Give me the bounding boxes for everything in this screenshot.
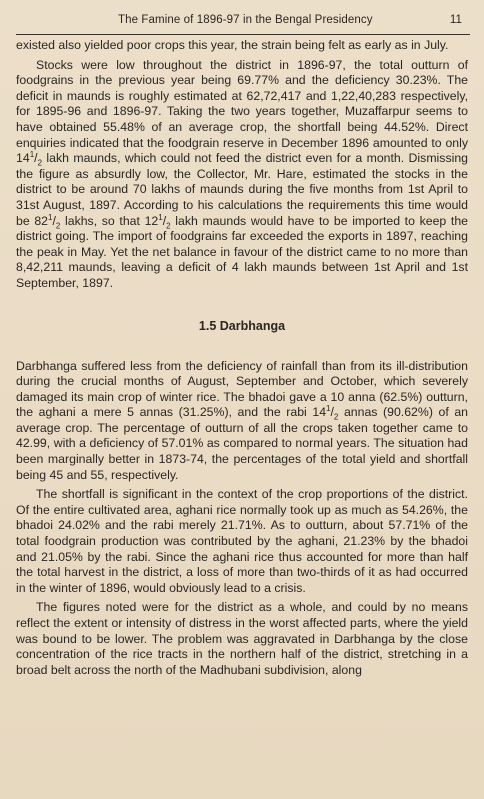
page-body (16, 38, 468, 678)
fraction-numerator: 1 (48, 212, 53, 222)
paragraph-muzaffarpur-stocks: Stocks were low throughout the district in 1896-97, the total outturn of foodgrains in the previous year being 69.77% and the deficiency 30.23%. The deficit in maunds is roughly estimated at 62,72,417 and 1,22,40,283 respectively, for 1895-96 and 1896-97. Taking the two years together, Muzaffarpur seems to have obtained 55.48% of an average crop, the shortfall being 44.52%. Direct enquiries indicated that the foodgrain reserve in December 1896 amounted to only $14^1/_2$ lakh maunds, which could not feed the district even for a month. Dismissing the figure as absurdly low, the Collector, Mr. Hare, estimated the stocks in the district to be around 70 lakhs of maunds during the five months from 1st April to 31st August, 1897. According to his calculations the requirements this time would be $82^1/_2$ lakhs, so that $12^1/_2$ lakh maunds would have to be imported to keep the district going. The import of foodgrains far exceeded the exports in 1897, reaching the peak in May. Yet the net balance in favour of the district came to no more than 8,42,211 maunds, leaving a deficit of 4 lakh maunds between 1st April and 1st September, 1897. (16, 57, 469, 290)
text-run: lakh maunds would have to be imported to keep the district going. The import of foodgrains far exceeded the exports in 1897, reaching the peak in May. Yet the net balance in favour of the district came to no more than 8,42,211 maunds, leaving a deficit of 4 lakh maunds between 1st April and 1st September, 1897. (16, 213, 469, 290)
paragraph-figures-noted: The figures noted were for the district as a whole, and could by no means reflect the extent or intensity of distress in the worst affected parts, where the yield was bound to be lower. The problem was aggravated in Darbhanga by the close concentration of the rice tracts in the northern half of the district, stretching in a broad belt across the north of the Madhubani subdivision, along (16, 600, 468, 677)
fraction-denominator: 2 (37, 158, 43, 168)
text-run: Darbhanga suffered less from the deficiency of rainfall than from its ill-distribution during the crucial months of August, September and October, which severely damaged its main crop of winter rice. The bhadoi gave a 10 anna (62.5%) outturn, the aghani a mere 5 annas (31.25%), and the rabi 14 (16, 358, 468, 420)
fraction-numerator: 1 (326, 404, 331, 414)
paragraph-continuation: existed also yielded poor crops this year, the strain being felt as early as in July. (16, 38, 449, 52)
fraction-denominator: 2 (55, 220, 61, 230)
header-rule (16, 34, 470, 35)
running-title: The Famine of 1896-97 in the Bengal Presidency (118, 14, 373, 26)
fraction-denominator: 2 (333, 412, 339, 422)
fraction-numerator: 1 (158, 212, 163, 222)
text-run: lakhs, so that 12 (60, 213, 159, 228)
section-heading: 1.5 Darbhanga (198, 318, 286, 333)
paragraph-darbhanga-intro: Darbhanga suffered less from the deficiency of rainfall than from its ill-distribution during the crucial months of August, September and October, which severely damaged its main crop of winter rice. The bhadoi gave a 10 anna (62.5%) outturn, the aghani a mere 5 annas (31.25%), and the rabi $14^1/_2$ annas (90.62%) of an average crop. The percentage of outturn of all the crops taken together came to 42.99, with a deficiency of 57.01% as compared to normal years. The situation had been marginally better in 1873-74, the percentages of the total yield and shortfall being 45 and 55, respectively. (16, 358, 468, 482)
text-run: lakh maunds, which could not feed the district even for a month. Dismissing the figure as absurdly low, the Collector, Mr. Hare, estimated the stocks in the district to be around 70 lakhs of maunds during the five months from 1st April to 31st August, 1897. According to his calculations the requirements this time would be 82 (16, 151, 468, 228)
text-run: annas (90.62%) of an average crop. The percentage of outturn of all the crops taken together came to 42.99, with a deficiency of 57.01% as compared to normal years. The situation had been marginally better in 1873-74, the percentages of the total yield and shortfall being 45 and 55, respectively. (16, 405, 468, 482)
fraction-denominator: 2 (166, 220, 171, 230)
fraction-numerator: 1 (29, 150, 35, 160)
page-number: 11 (449, 14, 462, 26)
paragraph-crop-proportions: The shortfall is significant in the context of the crop proportions of the district. Of the entire cultivated area, aghani rice normally took up as much as 54.26%, the bhadoi 24.02% and the rabi merely 21.71%. As to outturn, about 57.71% of the total foodgrain production was contributed by the aghani, 21.23% by the bhadoi and 21.05% by the rabi. Since the aghani rice thus accounted for more than half the total harvest in the district, a loss of more than two-thirds of it as had occurred in the winter of 1896, would obviously lead to a crisis. (16, 487, 468, 595)
text-run: Stocks were low throughout the district in 1896-97, the total outturn of foodgrains in the previous year being 69.77% and the deficiency 30.23%. The deficit in maunds is roughly estimated at 62,72,417 and 1,22,40,283 respectively, for 1895-96 and 1896-97. Taking the two years together, Muzaffarpur seems to have obtained 55.48% of an average crop, the shortfall being 44.52%. Direct enquiries indicated that the foodgrain reserve in December 1896 amounted to only 14 (16, 57, 468, 166)
